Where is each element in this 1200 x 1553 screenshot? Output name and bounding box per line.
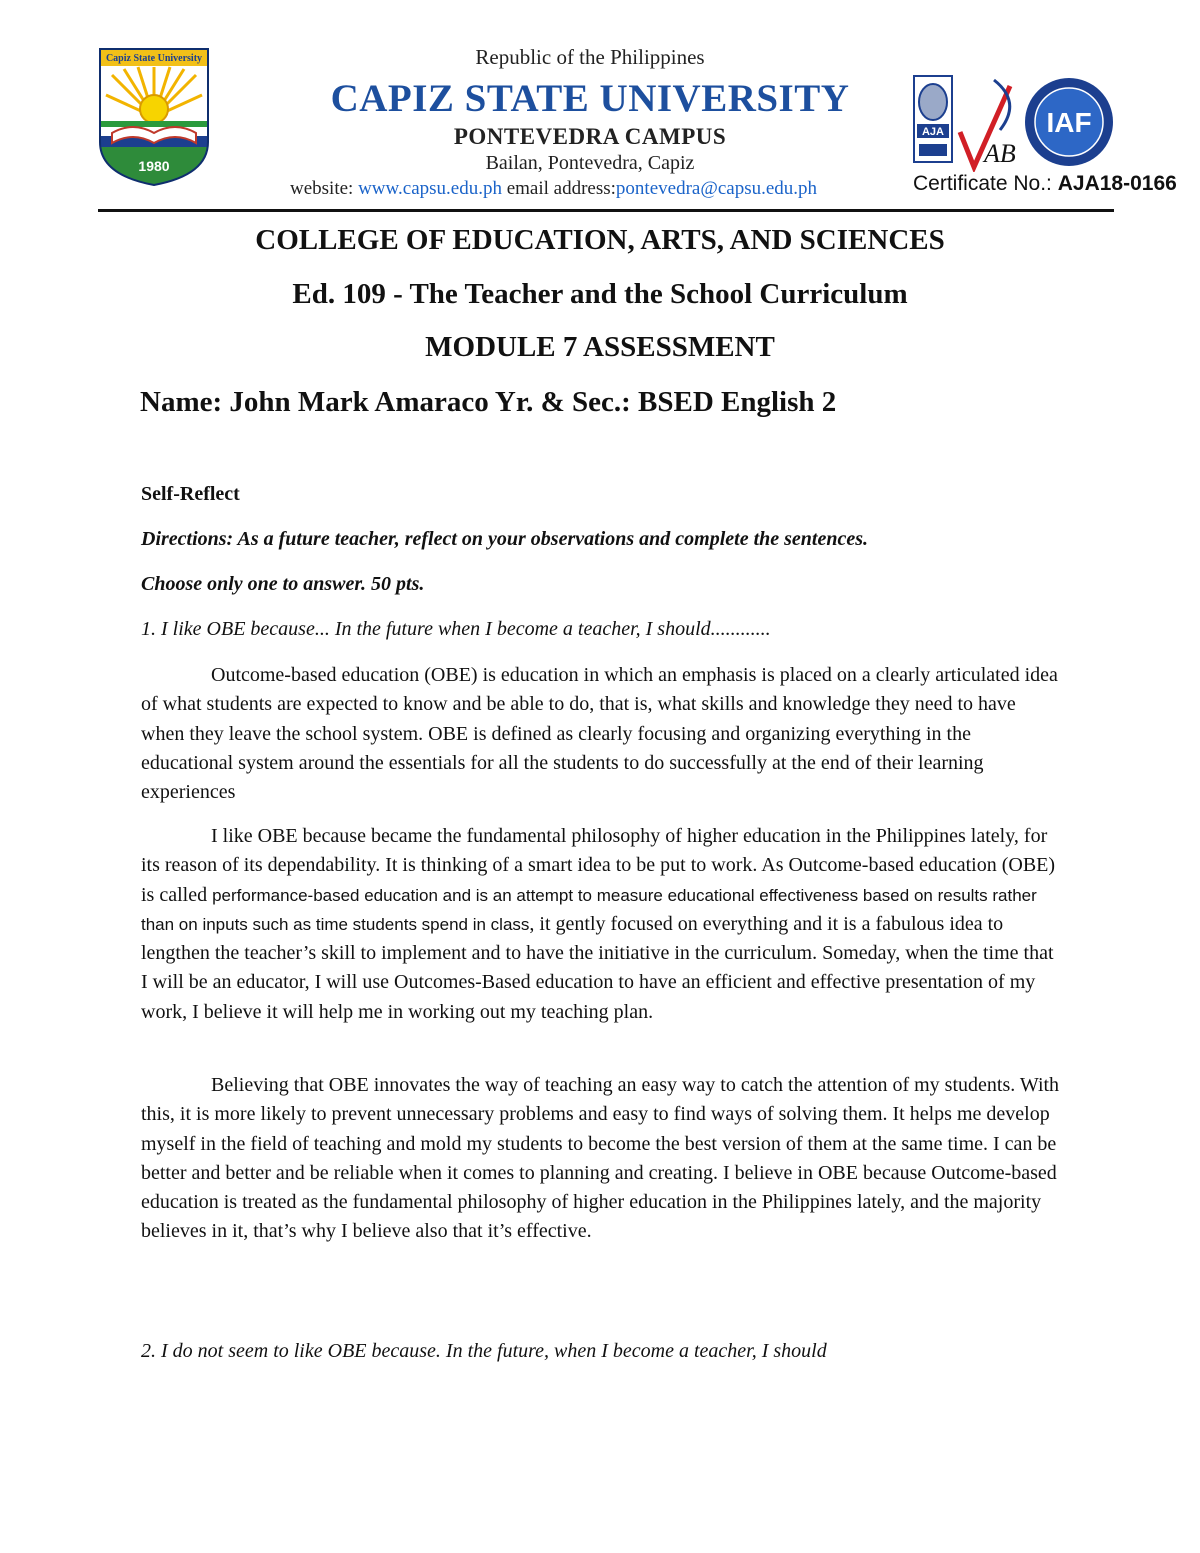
- aja-badge-text: AJA: [921, 126, 945, 138]
- email-label: email address:: [501, 178, 616, 199]
- directions-text: Directions: As a future teacher, reflect on your observations and complete the sentences.: [141, 528, 869, 550]
- section-heading: Self-Reflect: [141, 483, 240, 505]
- campus-address: Bailan, Pontevedra, Capiz: [485, 152, 695, 174]
- contact-line: [290, 178, 817, 200]
- website-link[interactable]: www.capsu.edu.ph: [358, 178, 502, 199]
- student-info: Name: John Mark Amaraco Yr. & Sec.: BSED English 2: [140, 386, 837, 418]
- ab-accreditation-icon: [960, 80, 1016, 168]
- question-2: 2. I do not seem to like OBE because. In the future, when I become a teacher, I should: [141, 1340, 827, 1362]
- university-seal-logo: [98, 47, 210, 187]
- campus-name: PONTEVEDRA CAMPUS: [453, 124, 727, 149]
- answer-paragraph-2: [141, 822, 1061, 1027]
- header-divider: [98, 209, 1114, 212]
- paragraph-2-part-2: , it gently focused on everything and it is a fabulous idea to lengthen the teacher’s skill to implement and to have the initiative in the curriculum. Someday, when the time that I will be an educator, I will use Outcomes-Based education to have an efficient and effective presentation of my work, I believe it will help me in working out my teaching plan.: [141, 912, 1054, 1023]
- email-link[interactable]: pontevedra@capsu.edu.ph: [615, 178, 818, 199]
- answer-paragraph-3: Believing that OBE innovates the way of teaching an easy way to catch the attention of my students. With this, it is more likely to prevent unnecessary problems and easy to find ways of solving them. It helps me develop myself in the field of teaching and mold my students to become the best version of them at the same time. I can be better and better and be reliable when it comes to planning and creating. I believe in OBE because Outcome-based education is treated as the fundamental philosophy of higher education in the Philippines lately, and the majority believes in it, that’s why I believe also that it’s effective.: [141, 1074, 1060, 1243]
- seal-year: 1980: [138, 158, 170, 174]
- certification-logos: [912, 72, 1117, 172]
- question-1: 1. I like OBE because... In the future when I become a teacher, I should............: [141, 618, 771, 640]
- module-title: MODULE 7 ASSESSMENT: [425, 331, 775, 363]
- republic-line: Republic of the Philippines: [475, 45, 705, 69]
- instructions-text: Choose only one to answer. 50 pts.: [141, 573, 425, 595]
- certificate-label: Certificate No.:: [913, 172, 1058, 195]
- university-name: CAPIZ STATE UNIVERSITY: [330, 77, 850, 120]
- iaf-badge-icon: [1025, 78, 1113, 166]
- aja-badge-icon: [914, 76, 952, 162]
- seal-text: Capiz State University: [105, 53, 203, 64]
- paragraph-2-quote: performance-based education and is an attempt to measure educational effectiveness based on results rather than on inputs such as time students spend in class: [141, 885, 1037, 934]
- ab-badge-text: AB: [984, 139, 1016, 168]
- website-label: website:: [290, 178, 359, 199]
- college-title: COLLEGE OF EDUCATION, ARTS, AND SCIENCES: [255, 224, 945, 256]
- answer-paragraph-1: Outcome-based education (OBE) is education in which an emphasis is placed on a clearly articulated idea of what students are expected to know and be able to do, that is, what skills and knowledge they need to have when they leave the school system. OBE is defined as clearly focusing and organizing everything in the educational system around the essentials for all the students to do successfully at the end of their learning experiences: [141, 664, 1058, 804]
- iaf-badge-text: IAF: [1046, 107, 1092, 138]
- paragraph-2-part-1: I like OBE because became the fundamental philosophy of higher education in the Philippines lately, for its reason of its dependability. It is thinking of a smart idea to be put to work. As Outcome-based education (OBE) is called: [141, 825, 1056, 906]
- certificate-value: AJA18-0166: [1057, 172, 1177, 195]
- certificate-number: [913, 172, 1177, 196]
- course-title: Ed. 109 - The Teacher and the School Curriculum: [292, 278, 908, 310]
